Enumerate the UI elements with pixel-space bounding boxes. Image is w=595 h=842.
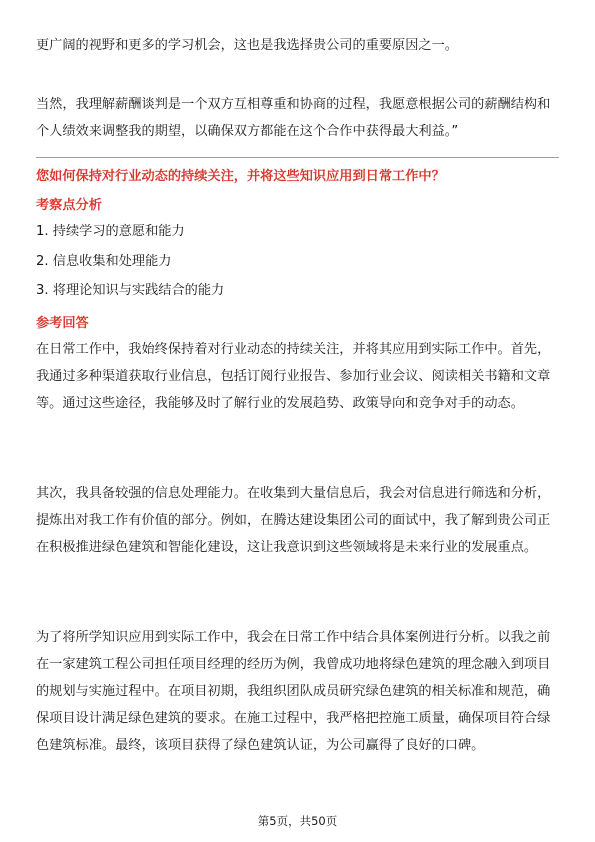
section-divider [36, 157, 559, 158]
intro-paragraph-1: 更广阔的视野和更多的学习机会，这也是我选择贵公司的重要原因之一。 [36, 38, 458, 53]
answer-paragraph-2: 其次，我具备较强的信息处理能力。在收集到大量信息后，我会对信息进行筛选和分析，提炼出对我工作有价值的部分。例如，在腾达建设集团公司的面试中，我了解到贵公司正在积极推进绿色建筑和智能化建设，这让我意识到这些领域将是未来行业的发展重点。 [36, 486, 551, 555]
analysis-item-2: 2. 信息收集和处理能力 [36, 254, 172, 269]
analysis-item-1: 1. 持续学习的意愿和能力 [36, 224, 185, 239]
answer-paragraph-3: 为了将所学知识应用到实际工作中，我会在日常工作中结合具体案例进行分析。以我之前在一家建筑工程公司担任项目经理的经历为例，我曾成功地将绿色建筑的理念融入到项目的规划与实施过程中。在项目初期，我组织团队成员研究绿色建筑的相关标准和规范，确保项目设计满足绿色建筑的要求。在施工过程中，我严格把控施工质量，确保项目符合绿色建筑标准。最终，该项目获得了绿色建筑认证，为公司赢得了良好的口碑。 [36, 630, 551, 753]
page-number-footer: 第5页，共50页 [257, 814, 338, 828]
question-heading: 您如何保持对行业动态的持续关注，并将这些知识应用到日常工作中？ [36, 169, 445, 184]
intro-paragraph-2: 当然，我理解薪酬谈判是一个双方互相尊重和协商的过程，我愿意根据公司的薪酬结构和个人绩效来调整我的期望，以确保双方都能在这个合作中获得最大利益。” [36, 97, 551, 139]
analysis-item-3: 3. 将理论知识与实践结合的能力 [36, 283, 225, 298]
analysis-title: 考察点分析 [36, 198, 102, 213]
answer-title: 参考回答 [36, 316, 89, 331]
answer-paragraph-1: 在日常工作中，我始终保持着对行业动态的持续关注，并将其应用到实际工作中。首先，我通过多种渠道获取行业信息，包括订阅行业报告、参加行业会议、阅读相关书籍和文章等。通过这些途径，我能够及时了解行业的发展趋势、政策导向和竞争对手的动态。 [36, 342, 551, 411]
